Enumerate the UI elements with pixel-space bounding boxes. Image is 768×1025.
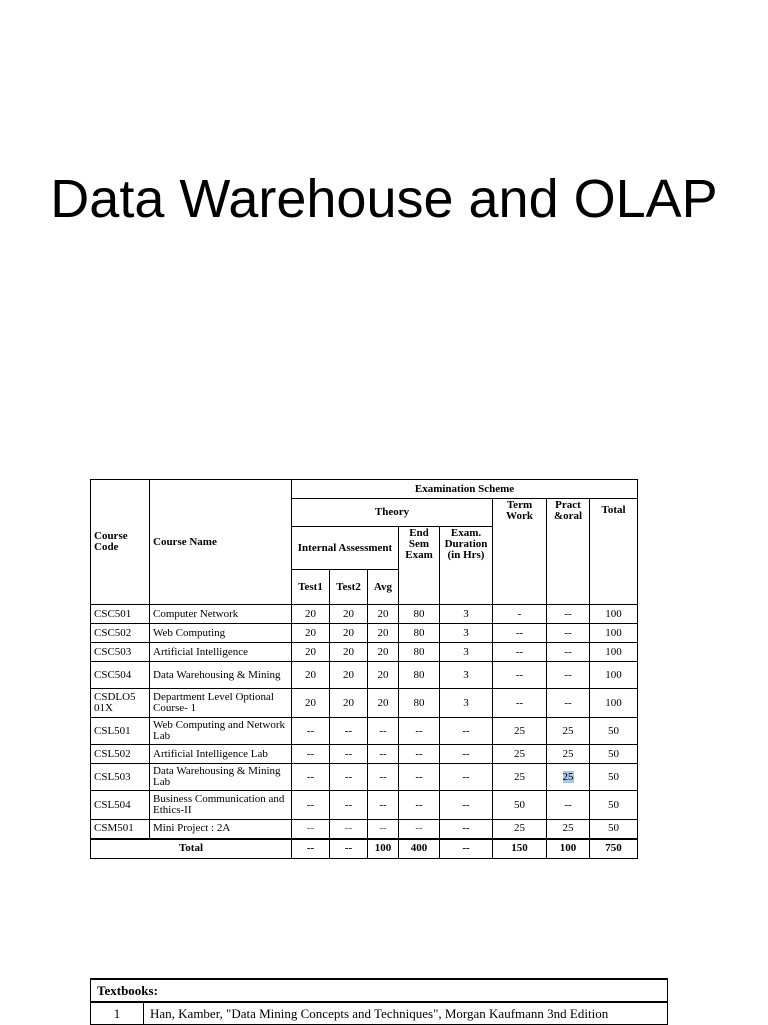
total-total: 750 — [590, 839, 638, 859]
term-work-value: 25 — [493, 820, 547, 839]
total-test2: -- — [330, 839, 368, 859]
header-avg: Avg — [368, 570, 399, 605]
course-name: Department Level Optional Course- 1 — [150, 689, 292, 718]
avg-value: 20 — [368, 624, 399, 643]
avg-value: -- — [368, 764, 399, 791]
duration-value: 3 — [440, 605, 493, 624]
textbooks-heading: Textbooks: — [91, 979, 668, 1002]
total-value: 50 — [590, 791, 638, 820]
test2-value: 20 — [330, 605, 368, 624]
course-code: CSL504 — [91, 791, 150, 820]
course-code: CSL503 — [91, 764, 150, 791]
textbook-number: 1 — [91, 1002, 144, 1025]
test2-value: 20 — [330, 624, 368, 643]
duration-value: 3 — [440, 643, 493, 662]
test1-value: -- — [292, 745, 330, 764]
test1-value: 20 — [292, 643, 330, 662]
total-value: 100 — [590, 689, 638, 718]
test1-value: 20 — [292, 624, 330, 643]
end-sem-value: 80 — [399, 689, 440, 718]
header-total: Total — [590, 499, 638, 605]
duration-value: -- — [440, 718, 493, 745]
total-term-work: 150 — [493, 839, 547, 859]
term-work-value: -- — [493, 662, 547, 689]
total-pract-oral: 100 — [547, 839, 590, 859]
course-name: Business Communication and Ethics-II — [150, 791, 292, 820]
examination-scheme-table — [90, 479, 638, 859]
avg-value: 20 — [368, 605, 399, 624]
course-code: CSL501 — [91, 718, 150, 745]
term-work-value: -- — [493, 689, 547, 718]
term-work-value: 50 — [493, 791, 547, 820]
table-row — [91, 662, 638, 689]
course-name: Web Computing — [150, 624, 292, 643]
test2-value: -- — [330, 745, 368, 764]
test2-value: 20 — [330, 662, 368, 689]
total-value: 50 — [590, 718, 638, 745]
total-duration: -- — [440, 839, 493, 859]
avg-value: 20 — [368, 643, 399, 662]
table-row — [91, 624, 638, 643]
pract-oral-value: -- — [547, 643, 590, 662]
term-work-value: -- — [493, 624, 547, 643]
table-row — [91, 643, 638, 662]
course-code: CSL502 — [91, 745, 150, 764]
header-end-sem-exam: End Sem Exam — [399, 527, 440, 605]
header-theory: Theory — [292, 499, 493, 527]
duration-value: 3 — [440, 689, 493, 718]
header-pract-oral: Pract &oral — [547, 499, 590, 605]
header-test2: Test2 — [330, 570, 368, 605]
pract-oral-value: -- — [547, 689, 590, 718]
course-name: Computer Network — [150, 605, 292, 624]
avg-value: -- — [368, 745, 399, 764]
pract-oral-value — [547, 764, 590, 791]
header-term-work: Term Work — [493, 499, 547, 605]
total-end-sem: 400 — [399, 839, 440, 859]
test1-value: -- — [292, 791, 330, 820]
duration-value: 3 — [440, 624, 493, 643]
end-sem-value: -- — [399, 718, 440, 745]
term-work-value: 25 — [493, 718, 547, 745]
end-sem-value: 80 — [399, 605, 440, 624]
end-sem-value: -- — [399, 820, 440, 839]
highlighted-value: 25 — [562, 770, 574, 783]
total-value: 50 — [590, 820, 638, 839]
test1-value: 20 — [292, 605, 330, 624]
course-code: CSC504 — [91, 662, 150, 689]
table-row — [91, 605, 638, 624]
pract-oral-value: 25 — [547, 745, 590, 764]
test2-value: -- — [330, 791, 368, 820]
duration-value: -- — [440, 820, 493, 839]
pract-oral-value: -- — [547, 624, 590, 643]
total-value: 50 — [590, 764, 638, 791]
avg-value: 20 — [368, 662, 399, 689]
end-sem-value: -- — [399, 764, 440, 791]
end-sem-value: 80 — [399, 662, 440, 689]
total-avg: 100 — [368, 839, 399, 859]
end-sem-value: -- — [399, 791, 440, 820]
test2-value: 20 — [330, 643, 368, 662]
test1-value: -- — [292, 764, 330, 791]
slide-title: Data Warehouse and OLAP — [50, 169, 718, 229]
course-code: CSM501 — [91, 820, 150, 839]
course-name: Data Warehousing & Mining — [150, 662, 292, 689]
header-internal-assessment: Internal Assessment — [292, 527, 399, 570]
course-name: Artificial Intelligence Lab — [150, 745, 292, 764]
term-work-value: 25 — [493, 764, 547, 791]
textbook-title: Han, Kamber, "Data Mining Concepts and Techniques", Morgan Kaufmann 3nd Edition — [144, 1002, 668, 1025]
course-code: CSC502 — [91, 624, 150, 643]
table-row — [91, 745, 638, 764]
pract-oral-value: -- — [547, 662, 590, 689]
end-sem-value: 80 — [399, 643, 440, 662]
course-code: CSC501 — [91, 605, 150, 624]
test1-value: 20 — [292, 689, 330, 718]
header-course-name: Course Name — [150, 480, 292, 605]
avg-value: 20 — [368, 689, 399, 718]
avg-value: -- — [368, 718, 399, 745]
test2-value: -- — [330, 718, 368, 745]
test2-value: 20 — [330, 689, 368, 718]
course-name: Artificial Intelligence — [150, 643, 292, 662]
test1-value: -- — [292, 820, 330, 839]
test2-value: -- — [330, 820, 368, 839]
total-test1: -- — [292, 839, 330, 859]
duration-value: -- — [440, 764, 493, 791]
term-work-value: 25 — [493, 745, 547, 764]
test2-value: -- — [330, 764, 368, 791]
table-row — [91, 764, 638, 791]
pract-oral-value: -- — [547, 791, 590, 820]
table-row — [91, 820, 638, 839]
header-examination-scheme: Examination Scheme — [292, 480, 638, 499]
duration-value: -- — [440, 791, 493, 820]
term-work-value: - — [493, 605, 547, 624]
pract-oral-value: -- — [547, 605, 590, 624]
total-value: 100 — [590, 605, 638, 624]
total-value: 50 — [590, 745, 638, 764]
textbooks-table — [90, 978, 668, 1025]
header-test1: Test1 — [292, 570, 330, 605]
end-sem-value: 80 — [399, 624, 440, 643]
course-code: CSC503 — [91, 643, 150, 662]
header-exam-duration: Exam. Duration (in Hrs) — [440, 527, 493, 605]
pract-oral-value: 25 — [547, 820, 590, 839]
test1-value: 20 — [292, 662, 330, 689]
textbook-row — [91, 1002, 668, 1025]
duration-value: -- — [440, 745, 493, 764]
total-value: 100 — [590, 643, 638, 662]
table-row — [91, 791, 638, 820]
avg-value: -- — [368, 791, 399, 820]
table-row — [91, 689, 638, 718]
avg-value: -- — [368, 820, 399, 839]
course-code: CSDLO5 01X — [91, 689, 150, 718]
table-row — [91, 718, 638, 745]
term-work-value: -- — [493, 643, 547, 662]
header-course-code: Course Code — [91, 480, 150, 605]
course-name: Web Computing and Network Lab — [150, 718, 292, 745]
total-row — [91, 839, 638, 859]
course-name: Data Warehousing & Mining Lab — [150, 764, 292, 791]
course-name: Mini Project : 2A — [150, 820, 292, 839]
end-sem-value: -- — [399, 745, 440, 764]
test1-value: -- — [292, 718, 330, 745]
total-label: Total — [91, 839, 292, 859]
total-value: 100 — [590, 624, 638, 643]
total-value: 100 — [590, 662, 638, 689]
duration-value: 3 — [440, 662, 493, 689]
pract-oral-value: 25 — [547, 718, 590, 745]
